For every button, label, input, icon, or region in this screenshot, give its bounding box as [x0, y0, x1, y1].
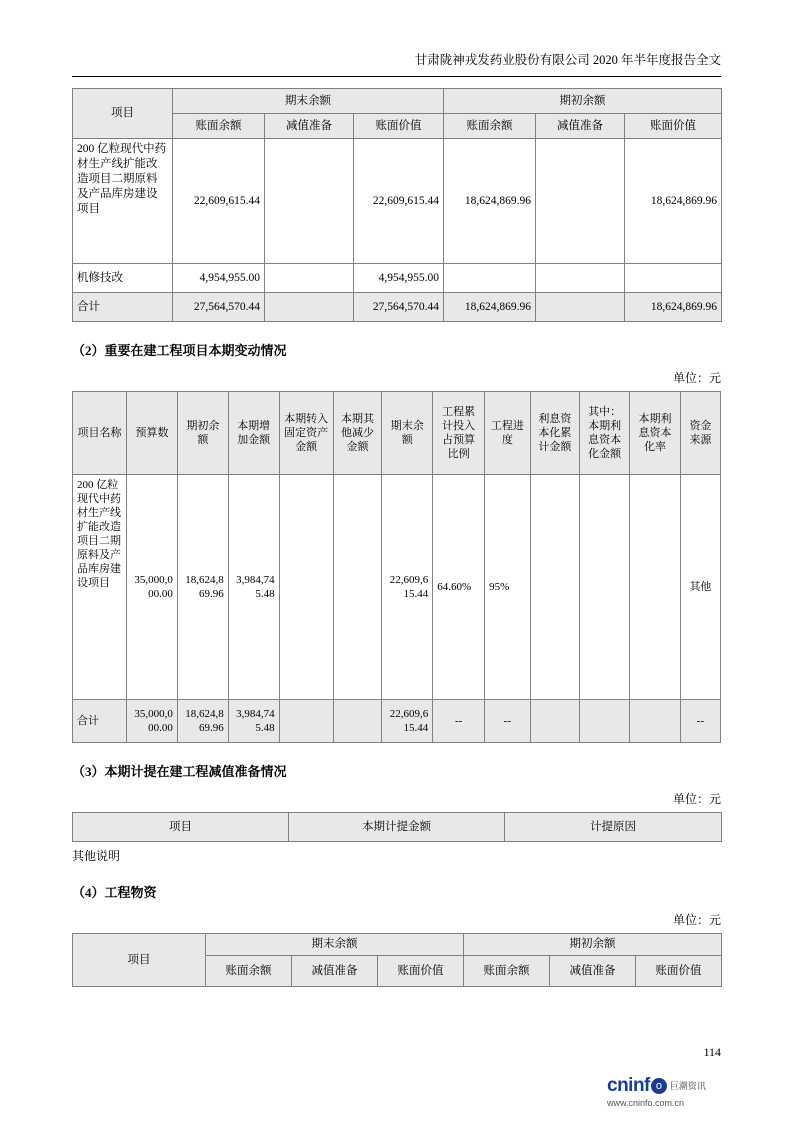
- cninfo-logo-text: cninf: [607, 1075, 650, 1096]
- total-interest-cap-total: [530, 700, 580, 743]
- row-begin-impairment: [536, 264, 625, 293]
- section-3-unit: 单位：元: [672, 792, 721, 806]
- col-end-book-balance: 账面余额: [206, 956, 292, 987]
- project-materials-table: [72, 933, 722, 987]
- row-investment-ratio: 64.60%: [433, 475, 485, 700]
- col-end-balance: 期末余额: [382, 392, 433, 475]
- logo-row: [607, 1075, 727, 1097]
- col-begin-book-value: 账面价值: [625, 114, 722, 139]
- col-progress: 工程进度: [485, 392, 530, 475]
- row-project-name: 200 亿粒现代中药材生产线扩能改造项目二期原料及产品库房建设项目: [73, 475, 127, 700]
- total-label: 合计: [73, 700, 127, 743]
- section-2-title: （2）重要在建工程项目本期变动情况: [72, 343, 287, 358]
- row-begin-book-balance: [444, 264, 536, 293]
- row-end-book-balance: 4,954,955.00: [173, 264, 265, 293]
- table-total-row: [73, 293, 722, 322]
- total-end-balance: 22,609,615.44: [382, 700, 433, 743]
- cninfo-logo-mark-icon: o: [651, 1078, 667, 1094]
- section-3-title: （3）本期计提在建工程减值准备情况: [72, 764, 287, 779]
- table-row: [73, 139, 722, 264]
- col-other-decrease: 本期其他减少金额: [333, 392, 382, 475]
- total-begin-book-value: 18,624,869.96: [625, 293, 722, 322]
- row-begin-book-value: 18,624,869.96: [625, 139, 722, 264]
- section-2-unit: 单位：元: [672, 371, 721, 385]
- total-progress: --: [485, 700, 530, 743]
- col-interest-cap-rate: 本期利息资本化率: [630, 392, 681, 475]
- major-cip-changes-table: [72, 391, 721, 743]
- row-interest-cap-period: [580, 475, 630, 700]
- total-interest-cap-period: [580, 700, 630, 743]
- col-begin-book-value: 账面价值: [636, 956, 722, 987]
- total-begin-balance: 18,624,869.96: [177, 700, 228, 743]
- col-budget: 预算数: [127, 392, 178, 475]
- row-increase: 3,984,745.48: [228, 475, 279, 700]
- col-begin-balance: 期初余额: [177, 392, 228, 475]
- logo-url: www.cninfo.com.cn: [607, 1098, 685, 1108]
- col-end-book-value: 账面价值: [378, 956, 464, 987]
- row-item-name: 机修技改: [73, 264, 173, 293]
- page-content: [72, 88, 721, 987]
- col-end-impairment: 减值准备: [292, 956, 378, 987]
- row-progress: 95%: [485, 475, 530, 700]
- table-header-row: [73, 813, 722, 842]
- page-number: 114: [703, 1045, 721, 1059]
- total-end-book-value: 27,564,570.44: [354, 293, 444, 322]
- col-end-book-value: 账面价值: [354, 114, 444, 139]
- col-end-balance-group: 期末余额: [206, 934, 464, 956]
- table-header-row: [73, 934, 722, 956]
- col-item: 项目: [73, 89, 173, 139]
- row-end-balance: 22,609,615.44: [382, 475, 433, 700]
- table-row: [73, 475, 721, 700]
- table-total-row: [73, 700, 721, 743]
- total-end-book-balance: 27,564,570.44: [173, 293, 265, 322]
- table-header-row: [73, 392, 721, 475]
- row-begin-book-balance: 18,624,869.96: [444, 139, 536, 264]
- section-3-note: 其他说明: [72, 849, 121, 863]
- col-begin-balance-group: 期初余额: [444, 89, 722, 114]
- row-funding-source: 其他: [680, 475, 720, 700]
- row-budget: 35,000,000.00: [127, 475, 178, 700]
- row-begin-book-value: [625, 264, 722, 293]
- col-item: 项目: [73, 813, 289, 842]
- section-4-title: （4）工程物资: [72, 885, 157, 900]
- col-begin-book-balance: 账面余额: [444, 114, 536, 139]
- header-divider: [72, 76, 721, 77]
- total-investment-ratio: --: [433, 700, 485, 743]
- col-project-name: 项目名称: [73, 392, 127, 475]
- total-begin-book-balance: 18,624,869.96: [444, 293, 536, 322]
- row-end-book-value: 4,954,955.00: [354, 264, 444, 293]
- col-provision-reason: 计提原因: [505, 813, 722, 842]
- col-to-fixed-assets: 本期转入固定资产金额: [279, 392, 333, 475]
- total-interest-cap-rate: [630, 700, 681, 743]
- col-begin-impairment: 减值准备: [536, 114, 625, 139]
- col-increase: 本期增加金额: [228, 392, 279, 475]
- row-other-decrease: [333, 475, 382, 700]
- total-begin-impairment: [536, 293, 625, 322]
- footer-logo: [607, 1075, 727, 1108]
- row-end-impairment: [265, 264, 354, 293]
- total-budget: 35,000,000.00: [127, 700, 178, 743]
- row-begin-balance: 18,624,869.96: [177, 475, 228, 700]
- row-interest-cap-rate: [630, 475, 681, 700]
- col-funding-source: 资金来源: [680, 392, 720, 475]
- col-interest-cap-total: 利息资本化累计金额: [530, 392, 580, 475]
- row-begin-impairment: [536, 139, 625, 264]
- col-investment-ratio: 工程累计投入占预算比例: [433, 392, 485, 475]
- section-4-unit: 单位：元: [672, 913, 721, 927]
- row-end-impairment: [265, 139, 354, 264]
- construction-in-progress-table: [72, 88, 722, 322]
- page-header: 甘肃陇神戎发药业股份有限公司 2020 年半年度报告全文: [414, 53, 721, 67]
- col-period-provision: 本期计提金额: [289, 813, 505, 842]
- col-begin-balance-group: 期初余额: [464, 934, 722, 956]
- col-begin-book-balance: 账面余额: [464, 956, 550, 987]
- total-label: 合计: [73, 293, 173, 322]
- col-end-balance-group: 期末余额: [173, 89, 444, 114]
- table-row: [73, 264, 722, 293]
- cip-impairment-table: [72, 812, 722, 842]
- total-increase: 3,984,745.48: [228, 700, 279, 743]
- row-item-name: 200 亿粒现代中药材生产线扩能改造项目二期原料及产品库房建设项目: [73, 139, 173, 264]
- row-interest-cap-total: [530, 475, 580, 700]
- total-to-fixed-assets: [279, 700, 333, 743]
- col-interest-cap-period: 其中：本期利息资本化金额: [580, 392, 630, 475]
- col-begin-impairment: 减值准备: [550, 956, 636, 987]
- row-to-fixed-assets: [279, 475, 333, 700]
- col-item: 项目: [73, 934, 206, 987]
- logo-chinese-label: 巨潮资讯: [669, 1081, 706, 1091]
- table-header-row: [73, 89, 722, 114]
- total-funding-source: --: [680, 700, 720, 743]
- row-end-book-value: 22,609,615.44: [354, 139, 444, 264]
- col-end-book-balance: 账面余额: [173, 114, 265, 139]
- col-end-impairment: 减值准备: [265, 114, 354, 139]
- total-other-decrease: [333, 700, 382, 743]
- total-end-impairment: [265, 293, 354, 322]
- row-end-book-balance: 22,609,615.44: [173, 139, 265, 264]
